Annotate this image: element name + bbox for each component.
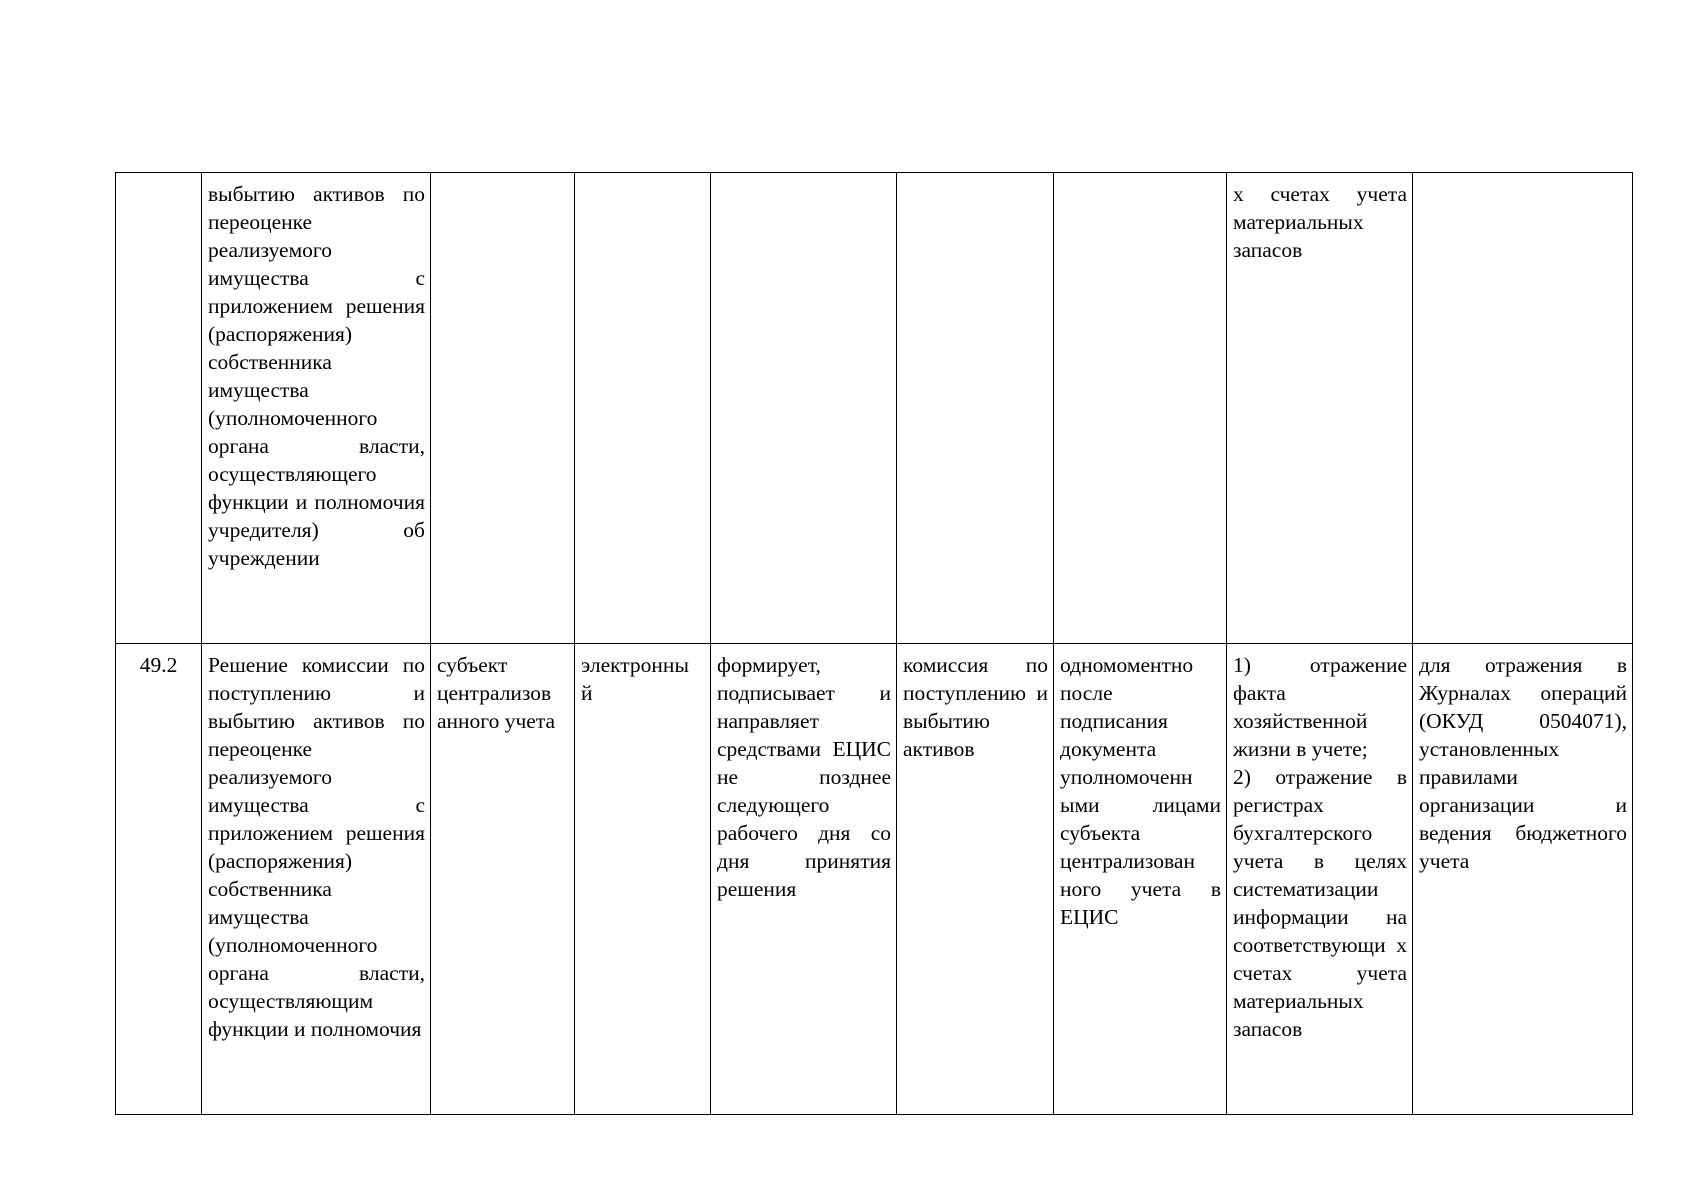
deadline-cell: одномоментно после подписания документа уполномоченн ыми лицами субъекта централизован ного учета в ЕЦИС — [1054, 644, 1227, 1115]
action-cell: формирует, подписывает и направляет средствами ЕЦИС не позднее следующего рабочего дня со дня принятия решения — [711, 644, 897, 1115]
form-cell: электронны й — [575, 644, 711, 1115]
note-cell: для отражения в Журналах операций (ОКУД 0504071), установленных правилами организации и ведения бюджетного учета — [1413, 644, 1633, 1115]
form-cell — [575, 173, 711, 644]
note-cell — [1413, 173, 1633, 644]
originator-cell: субъект централизов анного учета — [431, 644, 575, 1115]
document-name-cell: Решение комиссии по поступлению и выбытию активов по переоценке реализуемого имущества с приложением решения (распоряжения) собственника имущества (уполномоченного органа власти, осуществляющим функции и полномочия — [202, 644, 431, 1115]
recipient-cell: комиссия по поступлению и выбытию активов — [897, 644, 1054, 1115]
row-number — [116, 173, 202, 644]
document-name-cell: выбытию активов по переоценке реализуемого имущества с приложением решения (распоряжения) собственника имущества (уполномоченного органа власти, осуществляющего функции и полномочия учредителя) об учреждении — [202, 173, 431, 644]
procedure-table — [115, 172, 1633, 1115]
deadline-cell — [1054, 173, 1227, 644]
row-number: 49.2 — [116, 644, 202, 1115]
table-row — [116, 173, 1633, 644]
originator-cell — [431, 173, 575, 644]
action-cell — [711, 173, 897, 644]
result-cell: 1) отражение факта хозяйственной жизни в учете; 2) отражение в регистрах бухгалтерского учета в целях систематизации информации на соответствующи х счетах учета материальных запасов — [1227, 644, 1413, 1115]
table-row — [116, 644, 1633, 1115]
result-cell: х счетах учета материальных запасов — [1227, 173, 1413, 644]
recipient-cell — [897, 173, 1054, 644]
